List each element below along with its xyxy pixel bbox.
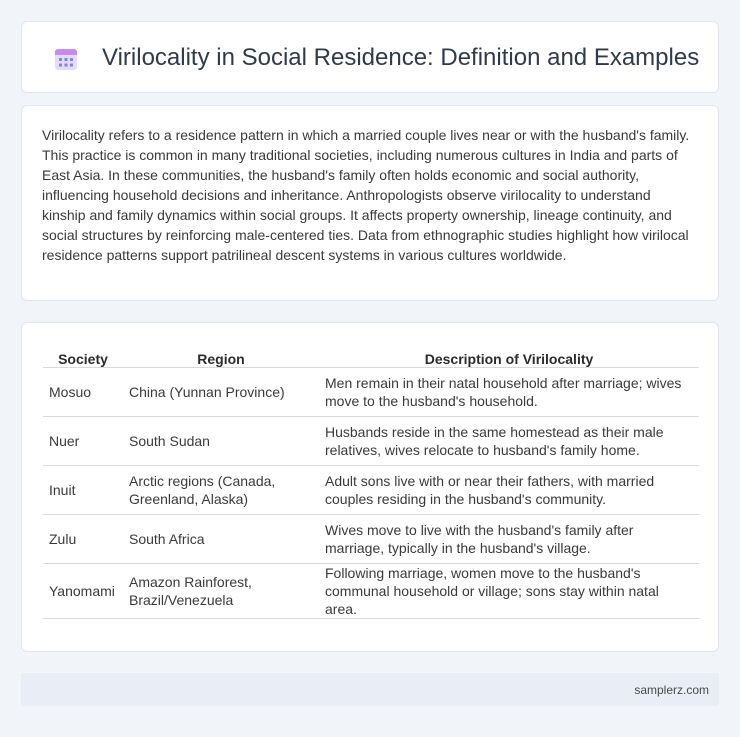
footer-brand-link[interactable]: samplerz.com: [634, 683, 709, 697]
header-description: Description of Virilocality: [319, 343, 699, 367]
table-row: [43, 465, 699, 514]
table-row: [43, 416, 699, 465]
cell-region: Amazon Rainforest, Brazil/Venezuela: [123, 563, 319, 618]
header-card: [21, 21, 719, 93]
table-row: [43, 367, 699, 416]
table-card: [21, 322, 719, 652]
cell-society: Nuer: [43, 416, 123, 465]
cell-region: China (Yunnan Province): [123, 367, 319, 416]
cell-region: Arctic regions (Canada, Greenland, Alaska): [123, 465, 319, 514]
cell-society: Mosuo: [43, 367, 123, 416]
cell-description: Following marriage, women move to the husband's communal household or village; sons stay within natal area.: [319, 563, 699, 618]
intro-card: [21, 105, 719, 301]
header-society: Society: [43, 343, 123, 367]
table-header-row: [43, 343, 699, 367]
calendar-icon: [53, 46, 79, 72]
cell-region: South Africa: [123, 514, 319, 563]
cell-description: Wives move to live with the husband's family after marriage, typically in the husband's village.: [319, 514, 699, 563]
cell-society: Yanomami: [43, 563, 123, 618]
virilocality-table: [43, 343, 699, 619]
cell-society: Inuit: [43, 465, 123, 514]
table-row: [43, 514, 699, 563]
table-row: [43, 563, 699, 618]
intro-paragraph: Virilocality refers to a residence pattern in which a married couple lives near or with the husband's family. This practice is common in many traditional societies, including numerous cultures in India and parts of East Asia. In these communities, the husband's family often holds economic and social authority, influencing household decisions and inheritance. Anthropologists observe virilocality to understand kinship and family dynamics within social groups. It affects property ownership, lineage continuity, and social structures by reinforcing male-centered ties. Data from ethnographic studies highlight how virilocal residence patterns support patrilineal descent systems in various cultures worldwide.: [42, 127, 690, 263]
cell-society: Zulu: [43, 514, 123, 563]
header-region: Region: [123, 343, 319, 367]
cell-description: Men remain in their natal household after marriage; wives move to the husband's household.: [319, 367, 699, 416]
footer-bar: [21, 673, 719, 706]
cell-region: South Sudan: [123, 416, 319, 465]
cell-description: Husbands reside in the same homestead as their male relatives, wives relocate to husband's family home.: [319, 416, 699, 465]
page-title: Virilocality in Social Residence: Definition and Examples: [102, 44, 700, 71]
cell-description: Adult sons live with or near their fathers, with married couples residing in the husband's community.: [319, 465, 699, 514]
